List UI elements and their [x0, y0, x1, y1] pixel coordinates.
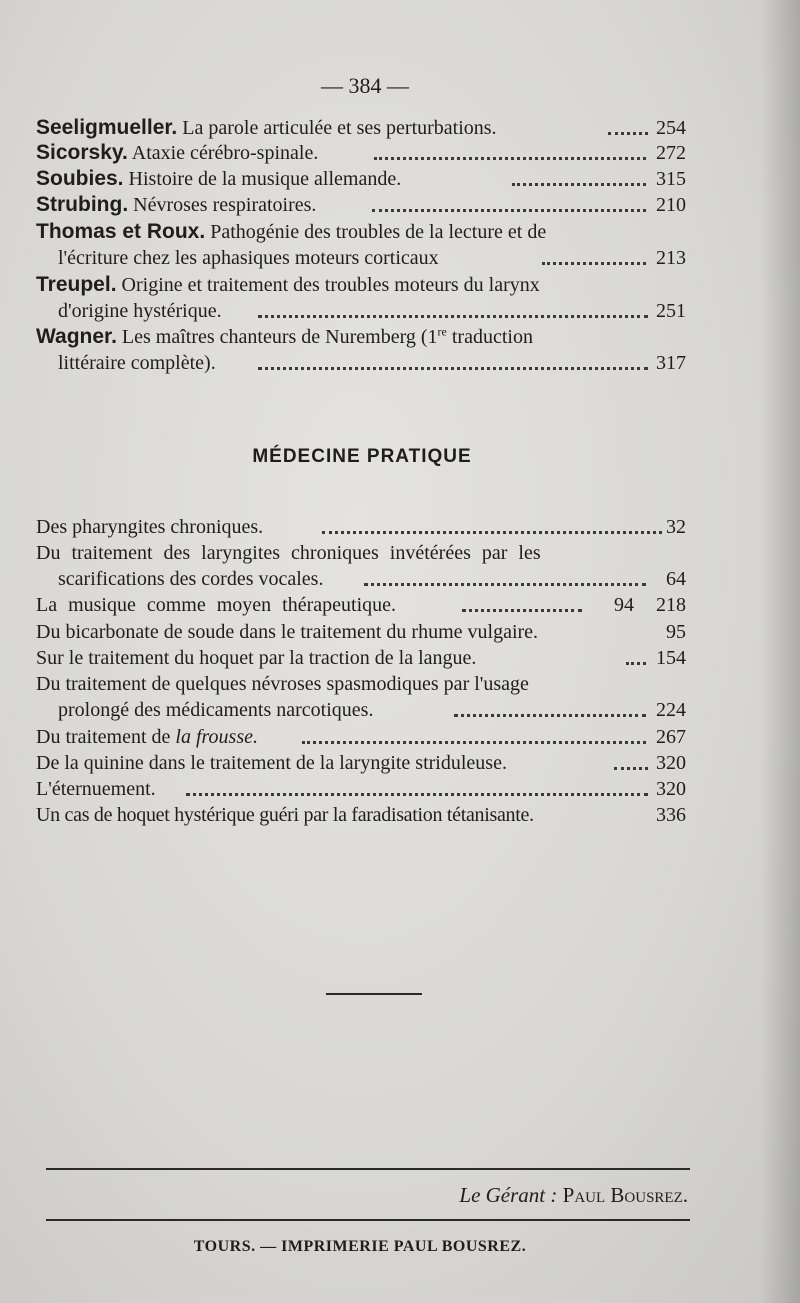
dot-leader: [372, 209, 646, 212]
practical-entry: [36, 671, 686, 697]
entry-title: Un cas de hoquet hystérique guéri par la faradisation tétanisante.: [36, 804, 534, 826]
entry-title: La parole articulée et ses perturbations.: [182, 117, 497, 139]
practical-entry: [36, 802, 686, 828]
index-entry: [36, 192, 686, 218]
dot-leader: [186, 793, 648, 796]
index-entry: [36, 324, 686, 350]
page-number: — 384 —: [321, 73, 409, 98]
entry-page: 210: [656, 194, 686, 216]
footer-rule-bottom: [46, 1219, 690, 1221]
practical-entry: [36, 514, 686, 540]
practical-entry: [36, 540, 686, 566]
entry-author: Wagner.: [36, 325, 117, 348]
gerant-name: Paul Bousrez.: [562, 1183, 688, 1207]
entry-author: Soubies.: [36, 167, 124, 190]
entry-page: 32: [666, 516, 686, 538]
entry-title-italic: la frousse.: [175, 726, 259, 748]
dot-leader: [454, 714, 646, 717]
entry-title: Du traitement des laryngites chroniques invétérées par les: [36, 542, 541, 564]
entry-author: Thomas et Roux.: [36, 220, 206, 243]
entry-title: Des pharyngites chroniques.: [36, 516, 264, 538]
dot-leader: [258, 367, 648, 370]
dot-leader: [614, 767, 648, 770]
index-entry: [36, 219, 686, 245]
practical-entry: [36, 645, 686, 671]
dot-leader: [542, 262, 646, 265]
dot-leader: [364, 583, 646, 586]
entry-title: Du traitement de: [36, 726, 176, 748]
entry-page: 336: [656, 804, 686, 826]
practical-entry: [36, 776, 686, 802]
entry-page: 213: [656, 247, 686, 269]
entry-page: 224: [656, 699, 686, 721]
dot-leader: [374, 157, 646, 160]
practical-entry: [36, 619, 686, 645]
entry-page: 272: [656, 142, 686, 164]
index-entry-continuation: [58, 245, 686, 271]
gerant-signature: [459, 1183, 688, 1208]
practical-entry: [36, 750, 686, 776]
entry-title-after: traduction: [446, 326, 533, 348]
dot-leader: [322, 531, 662, 534]
entry-title: Origine et traitement des troubles moteurs du larynx: [121, 274, 540, 296]
section-title: MÉDECINE PRATIQUE: [252, 446, 472, 467]
dot-leader: [512, 183, 646, 186]
entry-author: Strubing.: [36, 193, 129, 216]
entry-page: 94: [614, 594, 634, 616]
practical-entry-continuation: [58, 697, 686, 723]
index-entry-continuation: [58, 298, 686, 324]
entry-title: Les maîtres chanteurs de Nuremberg (1: [121, 326, 438, 348]
index-entry-continuation: [58, 350, 686, 376]
entry-title-cont: scarifications des cordes vocales.: [58, 568, 324, 590]
entry-title: Pathogénie des troubles de la lecture et de: [210, 221, 547, 243]
entry-author: Sicorsky.: [36, 141, 128, 164]
entry-title-cont: prolongé des médicaments narcotiques.: [58, 699, 374, 721]
index-entry: [36, 272, 686, 298]
entry-page: 254: [656, 117, 686, 139]
entry-page: 95: [666, 621, 686, 643]
index-entry: [36, 115, 686, 141]
entry-title-cont: l'écriture chez les aphasiques moteurs corticaux: [58, 247, 439, 269]
dot-leader: [626, 662, 646, 665]
gerant-label: Le Gérant :: [459, 1183, 558, 1207]
entry-title-cont: littéraire complète).: [58, 352, 216, 374]
practical-entry: [36, 724, 686, 750]
index-entry: [36, 166, 686, 192]
dot-leader: [608, 132, 648, 135]
entry-title-cont: d'origine hystérique.: [58, 300, 222, 322]
entry-title: Du bicarbonate de soude dans le traitement du rhume vulgaire.: [36, 621, 539, 643]
entry-author: Seeligmueller.: [36, 116, 178, 139]
entry-page-second: 218: [656, 594, 686, 616]
entry-page: 320: [656, 752, 686, 774]
entry-page: 267: [656, 726, 686, 748]
entry-title: Névroses respiratoires.: [133, 194, 317, 216]
entry-title: De la quinine dans le traitement de la laryngite striduleuse.: [36, 752, 507, 774]
entry-page: 154: [656, 647, 686, 669]
dot-leader: [462, 609, 582, 612]
divider-rule: [326, 993, 422, 995]
entry-page: 320: [656, 778, 686, 800]
entry-title: Du traitement de quelques névroses spasmodiques par l'usage: [36, 673, 529, 695]
printer-imprint: TOURS. — IMPRIMERIE PAUL BOUSREZ.: [193, 1238, 527, 1255]
entry-title: Histoire de la musique allemande.: [128, 168, 402, 190]
entry-page: 317: [656, 352, 686, 374]
entry-title: La musique comme moyen thérapeutique.: [36, 594, 397, 616]
entry-page: 315: [656, 168, 686, 190]
dot-leader: [302, 741, 646, 744]
entry-page: 251: [656, 300, 686, 322]
dot-leader: [258, 315, 648, 318]
footer-rule-top: [46, 1168, 690, 1170]
superscript: re: [437, 324, 447, 339]
entry-page: 64: [666, 568, 686, 590]
entry-title: Ataxie cérébro-spinale.: [131, 142, 319, 164]
index-entry: [36, 140, 686, 166]
page-edge-shadow: [760, 0, 800, 1303]
practical-entry: [36, 592, 686, 618]
entry-title: L'éternuement.: [36, 778, 156, 800]
entry-title: Sur le traitement du hoquet par la traction de la langue.: [36, 647, 477, 669]
practical-entry-continuation: [58, 566, 686, 592]
entry-author: Treupel.: [36, 273, 117, 296]
